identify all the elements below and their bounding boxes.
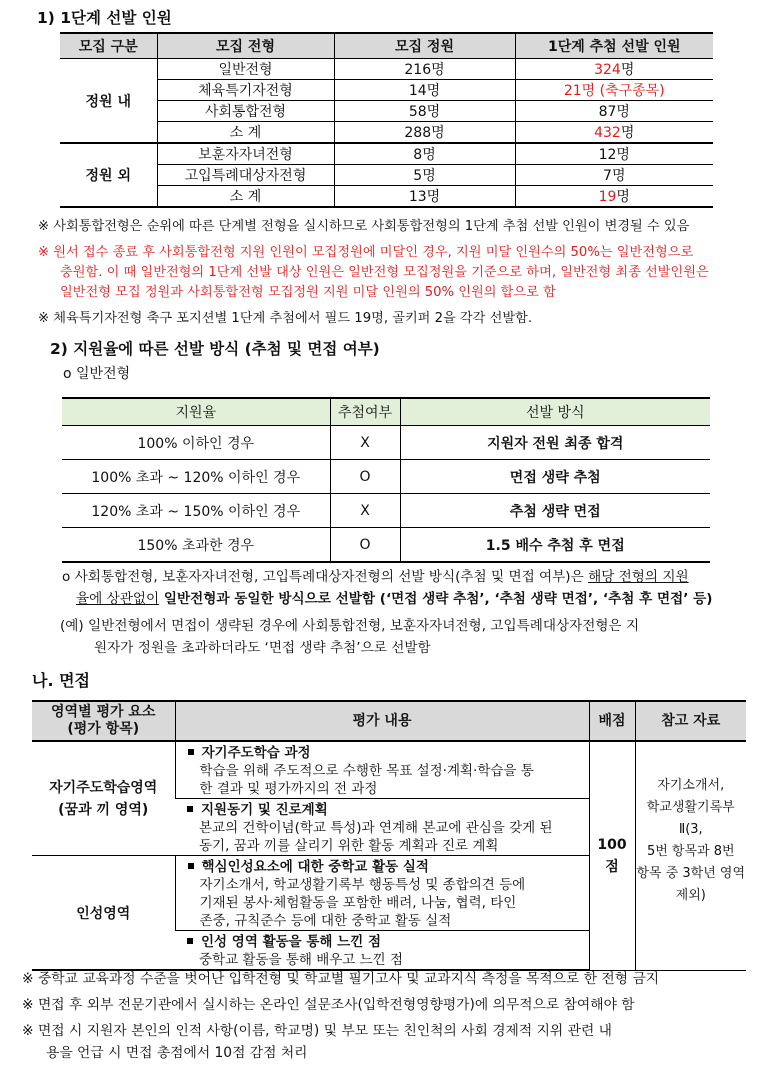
- draw-cell: O: [330, 528, 400, 563]
- table-row: [62, 460, 710, 494]
- header-category: 모집 구분: [60, 33, 157, 59]
- group-label-out: 정원 외: [60, 143, 157, 207]
- type-cell: 보훈자자녀전형: [157, 143, 334, 165]
- area-character: 인성영역: [32, 856, 175, 971]
- header-rate: 지원율: [62, 398, 330, 426]
- selection-cell: 324명: [515, 59, 713, 80]
- bullet-square-icon: [188, 749, 194, 755]
- table-row: [32, 741, 746, 799]
- item-character-activity: 핵심인성요소에 대한 중학교 활동 실적 자기소개서, 학교생활기록부 행동특성 및 종합의견 등에 기재된 봉사·체험활동을 포함한 배려, 나눔, 협력, 타인 존중, 규칙준수 등에 대한 중학교 활동 실적: [175, 856, 589, 931]
- type-cell: 소 계: [157, 186, 334, 208]
- group-label-in: 정원 내: [60, 59, 157, 144]
- reference-cell: 자기소개서, 학교생활기록부Ⅱ(3, 5번 항목과 8번 항목 중 3학년 영역 제외): [635, 741, 746, 970]
- interview-note-1: ※ 중학교 교육과정 수준을 벗어난 입학전형 및 학교별 필기고사 및 교과지식 측정을 목적으로 한 전형 금지: [22, 971, 660, 987]
- interview-note-2: ※ 면접 후 외부 전문기관에서 실시하는 온라인 설문조사(입학전형영향평가)에 의무적으로 참여해야 함: [22, 997, 635, 1013]
- item-character-reflection: 인성 영역 활동을 통해 느낀 점 중학교 활동을 통해 배우고 느낀 점: [175, 931, 589, 971]
- table-row: [60, 165, 713, 186]
- draw-cell: X: [330, 426, 400, 460]
- rate-cell: 100% 이하인 경우: [62, 426, 330, 460]
- note-1: ※ 사회통합전형은 순위에 따른 단계별 전형을 실시하므로 사회통합전형의 1단계 추첨 선발 인원이 변경될 수 있음: [38, 219, 690, 234]
- table-header-row: [62, 398, 710, 426]
- method-cell: 1.5 배수 추첨 후 면접: [400, 528, 710, 563]
- note-2-line2: 충원함. 이 때 일반전형의 1단계 선발 대상 인원은 일반전형 모집정원을 기준으로 하며, 일반전형 최종 선발인원은: [60, 265, 709, 280]
- interview-table: [32, 700, 746, 971]
- selection-cell: 87명: [515, 101, 713, 122]
- method-cell: 면접 생략 추첨: [400, 460, 710, 494]
- header-score: 배점: [589, 701, 635, 741]
- general-admission-label: o 일반전형: [63, 366, 131, 382]
- area-self-directed: 자기주도학습영역 (꿈과 끼 영역): [32, 741, 175, 856]
- quota-cell: 288명: [334, 122, 515, 144]
- section1-heading: 1) 1단계 선발 인원: [37, 9, 172, 27]
- method-cell: 추첨 생략 면접: [400, 494, 710, 528]
- quota-cell: 13명: [334, 186, 515, 208]
- section3-heading: 나. 면접: [32, 671, 91, 690]
- quota-cell: 5명: [334, 165, 515, 186]
- table-row: [62, 494, 710, 528]
- selection-cell: 7명: [515, 165, 713, 186]
- bullet-square-icon: [187, 938, 193, 944]
- draw-cell: O: [330, 460, 400, 494]
- header-content: 평가 내용: [175, 701, 589, 741]
- header-selection: 1단계 추첨 선발 인원: [515, 33, 713, 59]
- header-type: 모집 전형: [157, 33, 334, 59]
- bullet-square-icon: [188, 863, 194, 869]
- interview-note-3: ※ 면접 시 지원자 본인의 인적 사항(이름, 학교명) 및 부모 또는 친인척의 사회 경제적 지위 관련 내: [22, 1023, 613, 1039]
- note-2-line1: ※ 원서 접수 종료 후 사회통합전형 지원 인원이 모집정원에 미달인 경우, 지원 미달 인원수의 50%는 일반전형으로: [38, 245, 694, 260]
- header-method: 선발 방식: [400, 398, 710, 426]
- bullet-square-icon: [187, 806, 193, 812]
- note-3: ※ 체육특기자전형 축구 포지션별 1단계 추첨에서 필드 19명, 골키퍼 2을 각각 선발함.: [38, 311, 533, 326]
- type-cell: 소 계: [157, 122, 334, 144]
- item-self-directed-process: 자기주도학습 과정 학습을 위해 주도적으로 수행한 목표 설정·계획·학습을 통 한 결과 및 평가까지의 전 과정: [175, 741, 589, 799]
- table-row: [62, 528, 710, 563]
- item-motivation: 지원동기 및 진로계획 본교의 건학이념(학교 특성)과 연계해 본교에 관심을 갖게 된 동기, 꿈과 끼를 살리기 위한 활동 계획과 진로 계획: [175, 799, 589, 856]
- quota-cell: 8명: [334, 143, 515, 165]
- table-header-row: [60, 33, 713, 59]
- rate-cell: 100% 초과 ~ 120% 이하인 경우: [62, 460, 330, 494]
- method-cell: 지원자 전원 최종 합격: [400, 426, 710, 460]
- selection-method-paragraph: o 사회통합전형, 보훈자자녀전형, 고입특례대상자전형의 선발 방식(추첨 및 면접 여부)은 해당 전형의 지원 율에 상관없이 일반전형과 동일한 방식으로 선발함 (‘면접 생략 추첨’, ‘추첨 생략 면접’, ‘추첨 후 면접’ 등): [62, 569, 713, 607]
- section2-heading: 2) 지원율에 따른 선발 방식 (추첨 및 면접 여부): [50, 340, 380, 358]
- type-cell: 고입특례대상자전형: [157, 165, 334, 186]
- selection-cell: 432명: [515, 122, 713, 144]
- header-area: 영역별 평가 요소 (평가 항목): [32, 701, 175, 741]
- table-row: [62, 426, 710, 460]
- subtotal-row: [60, 122, 713, 144]
- type-cell: 체육특기자전형: [157, 80, 334, 101]
- draw-cell: X: [330, 494, 400, 528]
- header-reference: 참고 자료: [635, 701, 746, 741]
- quota-cell: 216명: [334, 59, 515, 80]
- table-row: [60, 80, 713, 101]
- subtotal-row: [60, 186, 713, 208]
- rate-cell: 150% 초과한 경우: [62, 528, 330, 563]
- selection-cell: 19명: [515, 186, 713, 208]
- selection-cell: 12명: [515, 143, 713, 165]
- score-cell: 100 점: [589, 741, 635, 970]
- note-2-line3: 일반전형 모집 정원과 사회통합전형 모집정원 지원 미달 인원의 50% 인원의 합으로 함: [60, 285, 556, 300]
- table-header-row: [32, 701, 746, 741]
- header-draw: 추첨여부: [330, 398, 400, 426]
- quota-cell: 14명: [334, 80, 515, 101]
- example-paragraph: (예) 일반전형에서 면접이 생략된 경우에 사회통합전형, 보훈자자녀전형, 고입특례대상자전형은 지 원자가 정원을 초과하더라도 ‘면접 생략 추첨’으로 선발함: [60, 618, 640, 656]
- application-rate-table: [62, 397, 710, 563]
- table-row: [60, 59, 713, 80]
- selection-cell: 21명 (축구종목): [515, 80, 713, 101]
- selection-quota-table: [60, 32, 713, 208]
- type-cell: 사회통합전형: [157, 101, 334, 122]
- table-row: [60, 143, 713, 165]
- quota-cell: 58명: [334, 101, 515, 122]
- header-quota: 모집 정원: [334, 33, 515, 59]
- type-cell: 일반전형: [157, 59, 334, 80]
- interview-note-3-cont: 용을 언급 시 면접 총점에서 10점 감점 처리: [46, 1045, 308, 1061]
- rate-cell: 120% 초과 ~ 150% 이하인 경우: [62, 494, 330, 528]
- table-row: [60, 101, 713, 122]
